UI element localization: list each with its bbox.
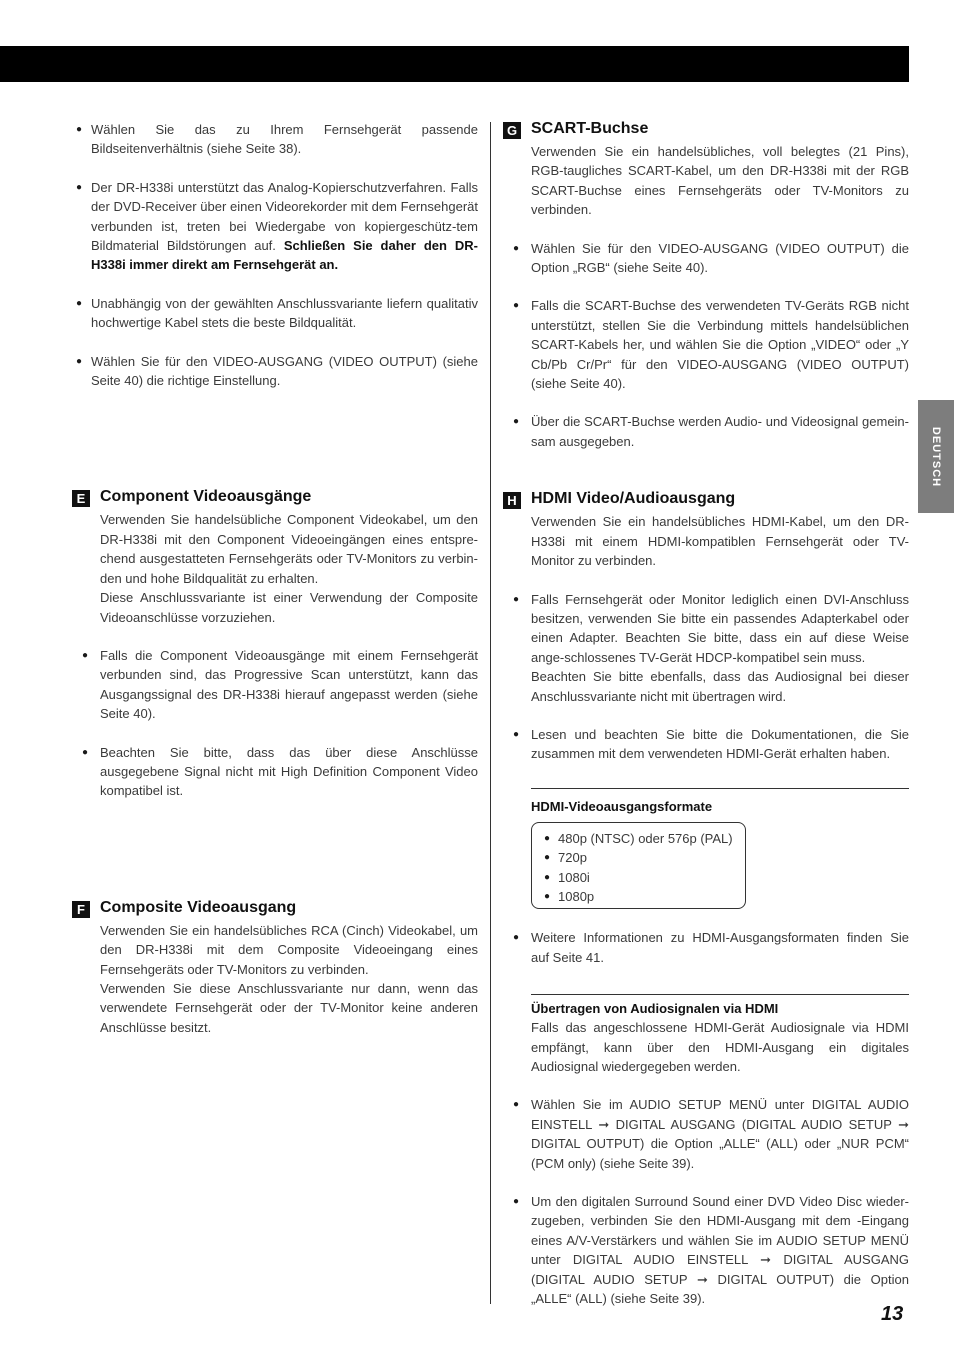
section-g-bullet-no-rgb: ● Falls die SCART-Buchse des verwendeten TV-Geräts RGB nicht unterstützt, stellen Sie die Verbindung mittels handelsüblichen SCART-Kabels her, und wählen Sie die Option „VIDEO“ oder „Y Cb/Pb Cr/Pr“ für den VIDEO-AUSGANG (VIDEO OUTPUT) (siehe Seite 40). (522, 296, 909, 393)
language-tab (918, 400, 954, 513)
section-h-letter: H (503, 492, 521, 509)
column-divider (490, 122, 491, 1304)
section-e-bullet-progressive: ● Falls die Component Videoausgänge mit einem Fernsehgerät verbunden sind, das Progressive Scan unterstützt, kann das Ausgangssignal des DR-H338i hierauf angepasst werden (siehe Seite 40). (91, 646, 478, 724)
section-g-body (503, 142, 909, 451)
header-bar (0, 46, 909, 82)
section-h-body (503, 512, 909, 1308)
format-item: ● 1080p (544, 887, 735, 906)
format-item: ● 720p (544, 848, 735, 867)
section-e-para2: Diese Anschlussvariante ist einer Verwendung der Composite Videoanschlüsse vorzuziehen. (100, 590, 478, 625)
format-item: ● 480p (NTSC) oder 576p (PAL) (544, 829, 735, 848)
audio-para: Falls das angeschlossene HDMI-Gerät Audiosignale via HDMI empfängt, kann über den HDMI-Ausgang ein digitales Audiosignal wiedergegeben werden. (531, 1020, 909, 1074)
bullet-cable-quality: ● Unabhängig von der gewählten Anschlussvariante liefern qualitativ hochwertige Kabel stets die beste Bildqualität. (72, 294, 478, 333)
section-e-para1: Verwenden Sie handelsübliche Component Videokabel, um den DR-H338i mit den Component Videoeingängen eines entspre-chend ausgestatteten Fernsehgeräts oder TV-Monitors zu verbin-den und hohe Bildqualität zu erhalten. (100, 512, 478, 586)
page-number: 13 (881, 1303, 904, 1325)
section-f-title: Composite Videoausgang (100, 898, 297, 916)
formats-box (531, 822, 746, 910)
section-e-heading (72, 488, 478, 510)
bullet-copy-protection: ● Der DR-H338i unterstützt das Analog-Kopierschutzverfahren. Falls der DVD-Receiver über einen Videorekorder mit dem Fernsehgerät verbunden ist, treten bei Wiedergabe von kopiergeschütz-tem Bildmaterial Bildstörungen auf. Schließen Sie daher den DR-H338i immer direkt am Fernsehgerät an. (72, 178, 478, 275)
section-e-letter: E (72, 490, 90, 507)
section-e-body (72, 510, 478, 800)
left-column (72, 120, 478, 1037)
language-tab-label: DEUTSCH (930, 426, 942, 487)
format-item: ● 1080i (544, 868, 735, 887)
formats-title: HDMI-Videoausgangsformate (531, 798, 713, 814)
bullet-aspect-ratio: ● Wählen Sie das zu Ihrem Fernsehgerät passende Bildseitenverhältnis (siehe Seite 38). (72, 120, 478, 159)
section-f-body (72, 921, 478, 1037)
right-column (503, 120, 909, 1327)
section-f-letter: F (72, 901, 90, 918)
section-g-bullet-rgb: ● Wählen Sie für den VIDEO-AUSGANG (VIDEO OUTPUT) die Option „RGB“ (siehe Seite 40). (522, 239, 909, 278)
bullet-video-output: ● Wählen Sie für den VIDEO-AUSGANG (VIDEO OUTPUT) (siehe Seite 40) die richtige Einstellung. (72, 352, 478, 391)
section-h-bullet-formats-info: ● Weitere Informationen zu HDMI-Ausgangsformaten finden Sie auf Seite 41. (522, 928, 909, 967)
section-e-bullet-hd: ● Beachten Sie bitte, dass das über diese Anschlüsse ausgegebene Signal nicht mit High Definition Component Video kompatibel ist. (91, 743, 478, 801)
section-f-para2: Verwenden Sie diese Anschlussvariante nur dann, wenn das verwendete Fernsehgerät oder der TV-Monitor keine anderen Anschlüsse besitzt. (100, 980, 478, 1035)
audio-rule (531, 994, 909, 995)
section-g-heading (503, 120, 909, 142)
audio-title: Übertragen von Audiosignalen via HDMI (531, 1001, 779, 1017)
section-h-bullet-dvi: ● Falls Fernsehgerät oder Monitor lediglich einen DVI-Anschluss besitzen, verwenden Sie bitte ein passendes Adapterkabel oder einen Adapter. Beachten Sie bitte, dass ein auf diese Weise ange-schlossenes TV-Gerät HDCP-kompatibel sein muss. Beachten Sie bitte ebenfalls, dass das Audiosignal bei dieser Anschlussvariante nicht mit übertragen wird. (522, 590, 909, 706)
formats-rule (531, 788, 909, 789)
section-h-heading (503, 490, 909, 512)
section-h-para1: Verwenden Sie ein handelsübliches HDMI-Kabel, um den DR-H338i mit einem HDMI-kompatiblen Fernsehgerät oder TV-Monitor zu verbinden. (531, 514, 909, 569)
section-g-title: SCART-Buchse (531, 120, 649, 137)
section-h-title: HDMI Video/Audioausgang (531, 490, 736, 508)
audio-bullet-surround: ● Um den digitalen Surround Sound einer DVD Video Disc wieder-zugeben, verbinden Sie den HDMI-Ausgang mit dem -Eingang eines A/V-Verstärkers und wählen Sie im AUDIO SETUP MENÜ unter DIGITAL AUDIO EINSTELL ➞ DIGITAL AUSGANG (DIGITAL AUDIO SETUP ➞ DIGITAL OUTPUT) die Option „ALLE“ (ALL) (siehe Seite 39). (522, 1192, 909, 1308)
section-h-bullet-dvi-note: Beachten Sie bitte ebenfalls, dass das Audiosignal bei dieser Anschlussvariante nicht mit übertragen wird. (531, 669, 909, 704)
section-g-para1: Verwenden Sie ein handelsübliches, voll belegtes (21 Pins), RGB-taugliches SCART-Kabel, um den DR-H338i mit der RGB SCART-Buchse eines Fernsehgeräts oder TV-Monitors zu verbinden. (531, 144, 909, 218)
section-e-title: Component Videoausgänge (100, 488, 312, 506)
section-f-para1: Verwenden Sie ein handelsübliches RCA (Cinch) Videokabel, um den DR-H338i mit dem Composite Videoeingang eines Fernsehgeräts oder TV-Monitors zu verbinden. (100, 922, 478, 977)
section-g-letter: G (503, 122, 521, 139)
audio-bullet-setup: ● Wählen Sie im AUDIO SETUP MENÜ unter DIGITAL AUDIO EINSTELL ➞ DIGITAL AUSGANG (DIGITAL AUDIO SETUP ➞ DIGITAL OUTPUT) die Option „ALLE“ (ALL) oder „NUR PCM“ (PCM only) (siehe Seite 39). (522, 1095, 909, 1173)
section-h-bullet-docs: ● Lesen und beachten Sie bitte die Dokumentationen, die Sie zusammen mit dem verwendeten HDMI-Gerät erhalten haben. (522, 725, 909, 764)
bold-instruction: Schließen Sie daher den DR-H338i immer direkt am Fernsehgerät an. (91, 238, 478, 273)
section-g-bullet-audio-video: ● Über die SCART-Buchse werden Audio- und Videosignal gemein-sam ausgegeben. (522, 412, 909, 451)
section-f-heading (72, 899, 478, 921)
